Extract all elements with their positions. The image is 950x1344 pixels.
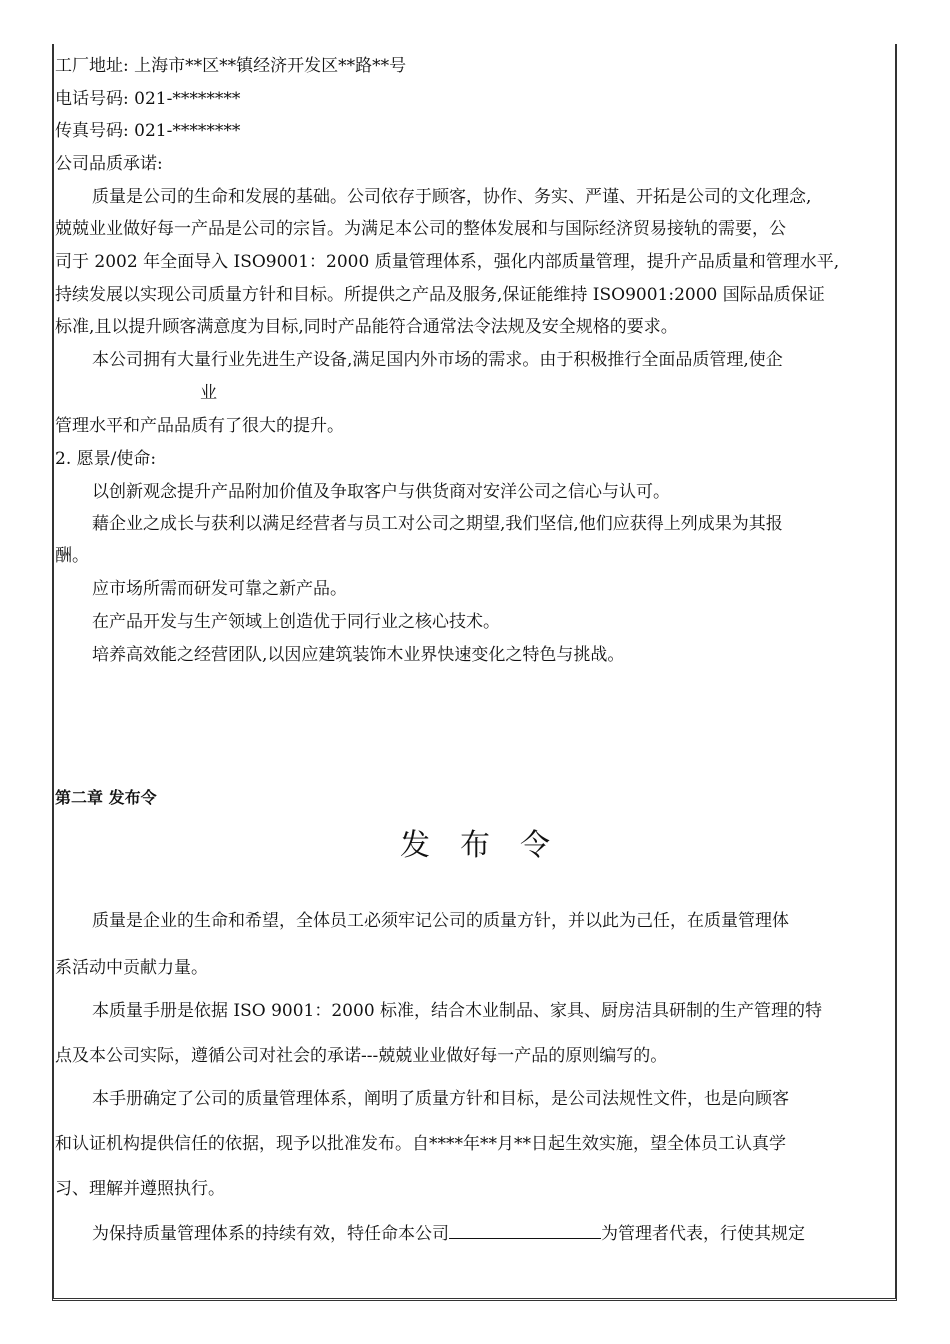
release-paragraph-line: 系活动中贡献力量。 bbox=[55, 958, 208, 978]
appointment-text-start: 为保持质量管理体系的持续有效，特任命本公司 bbox=[92, 1224, 449, 1244]
page-title: 发布令 bbox=[400, 828, 580, 863]
commitment-paragraph-line: 质量是公司的生命和发展的基础。公司依存于顾客，协作、务实、严谨、开拓是公司的文化理念, bbox=[92, 187, 812, 207]
fax-line: 传真号码: 021-******** bbox=[55, 121, 241, 141]
appointment-text-end: 为管理者代表，行使其规定 bbox=[601, 1224, 805, 1244]
vision-item: 应市场所需而研发可靠之新产品。 bbox=[92, 579, 347, 599]
vision-item: 藉企业之成长与获利以满足经营者与员工对公司之期望,我们坚信,他们应获得上列成果为其报 bbox=[92, 514, 783, 534]
release-paragraph-line: 本手册确定了公司的质量管理体系，阐明了质量方针和目标，是公司法规性文件，也是向顾客 bbox=[92, 1089, 789, 1109]
release-paragraph-line: 和认证机构提供信任的依据，现予以批准发布。自****年**月**日起生效实施，望全体员工认真学 bbox=[55, 1134, 786, 1154]
address-line: 工厂地址: 上海市**区**镇经济开发区**路**号 bbox=[55, 56, 407, 76]
commitment-paragraph-line: 持续发展以实现公司质量方针和目标。所提供之产品及服务,保证能维持 ISO9001:2000 国际品质保证 bbox=[55, 285, 825, 305]
equipment-paragraph-line: 业 bbox=[200, 383, 217, 403]
representative-blank[interactable] bbox=[449, 1222, 601, 1239]
commitment-paragraph-line: 兢兢业业做好每一产品是公司的宗旨。为满足本公司的整体发展和与国际经济贸易接轨的需要，公 bbox=[55, 219, 786, 239]
vision-item: 以创新观念提升产品附加价值及争取客户与供货商对安洋公司之信心与认可。 bbox=[92, 482, 670, 502]
release-paragraph-line: 点及本公司实际，遵循公司对社会的承诺---兢兢业业做好每一产品的原则编写的。 bbox=[55, 1046, 668, 1066]
vision-label: 2. 愿景/使命: bbox=[55, 449, 157, 469]
vision-item: 酬。 bbox=[55, 546, 89, 566]
appointment-line bbox=[92, 1222, 805, 1245]
release-paragraph-line: 习、理解并遵照执行。 bbox=[55, 1179, 225, 1199]
equipment-paragraph-line: 本公司拥有大量行业先进生产设备,满足国内外市场的需求。由于积极推行全面品质管理,使企 bbox=[92, 350, 783, 370]
release-paragraph-line: 本质量手册是依据 ISO 9001：2000 标准，结合木业制品、家具、厨房洁具研制的生产管理的特 bbox=[92, 1001, 823, 1021]
commitment-label: 公司品质承诺: bbox=[55, 154, 163, 174]
commitment-paragraph-line: 标准,且以提升顾客满意度为目标,同时产品能符合通常法令法规及安全规格的要求。 bbox=[55, 317, 678, 337]
vision-item: 在产品开发与生产领域上创造优于同行业之核心技术。 bbox=[92, 612, 500, 632]
chapter-heading: 第二章 发布令 bbox=[55, 788, 157, 807]
vision-item: 培养高效能之经营团队,以因应建筑装饰木业界快速变化之特色与挑战。 bbox=[92, 645, 625, 665]
release-paragraph-line: 质量是企业的生命和希望，全体员工必须牢记公司的质量方针，并以此为己任，在质量管理体 bbox=[92, 911, 789, 931]
equipment-paragraph-line: 管理水平和产品品质有了很大的提升。 bbox=[55, 416, 344, 436]
phone-line: 电话号码: 021-******** bbox=[55, 89, 241, 109]
commitment-paragraph-line: 司于 2002 年全面导入 ISO9001：2000 质量管理体系，强化内部质量管理，提升产品质量和管理水平, bbox=[55, 252, 840, 272]
